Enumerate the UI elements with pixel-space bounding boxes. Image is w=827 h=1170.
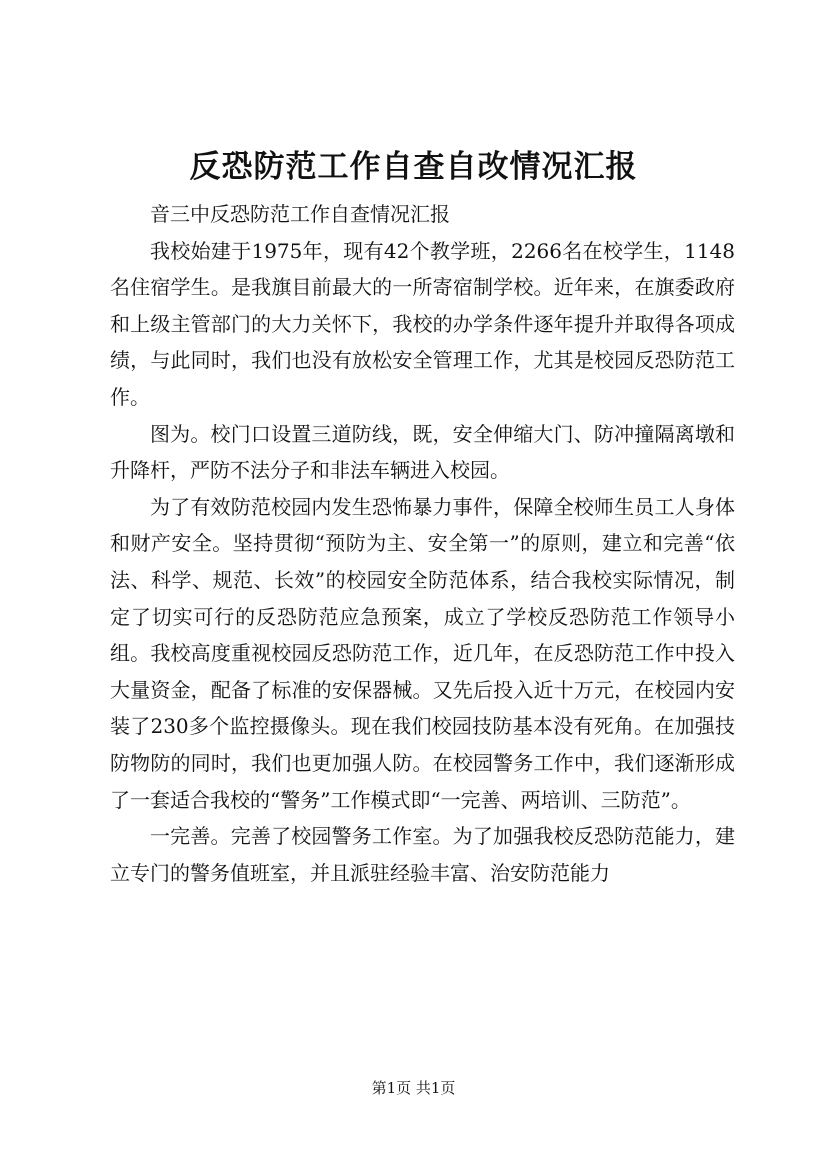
- document-body: [110, 196, 735, 891]
- gate-defense-paragraph: 图为。校门口设置三道防线，既，安全伸缩大门、防冲撞隔离墩和升降杆，严防不法分子和非法车辆进入校园。: [110, 421, 735, 483]
- page-footer: 第1页 共1页: [371, 1079, 456, 1097]
- school-intro-paragraph: 我校始建于1975年，现有42个教学班，2266名在校学生，1148名住宿学生。是我旗目前最大的一所寄宿制学校。近年来，在旗委政府和上级主管部门的大力关怀下，我校的办学条件逐年提升并取得各项成绩，与此同时，我们也没有放松安全管理工作，尤其是校园反恐防范工作。: [110, 238, 735, 409]
- document-title: 反恐防范工作自查自改情况汇报: [189, 149, 638, 185]
- police-office-paragraph: 一完善。完善了校园警务工作室。为了加强我校反恐防范能力，建立专门的警务值班室，并且派驻经验丰富、治安防范能力: [110, 824, 735, 885]
- prevention-system-paragraph: 为了有效防范校园内发生恐怖暴力事件，保障全校师生员工人身体和财产安全。坚持贯彻“预防为主、安全第一”的原则，建立和完善“依法、科学、规范、长效”的校园安全防范体系，结合我校实际情况，制定了切实可行的反恐防范应急预案，成立了学校反恐防范工作领导小组。我校高度重视校园反恐防范工作，近几年，在反恐防范工作中投入大量资金，配备了标准的安保器械。又先后投入近十万元，在校园内安装了230多个监控摄像头。现在我们校园技防基本没有死角。在加强技防物防的同时，我们也更加强人防。在校园警务工作中，我们逐渐形成了一套适合我校的“警务”工作模式即“一完善、两培训、三防范”。: [110, 494, 735, 812]
- subtitle-paragraph: 音三中反恐防范工作自查情况汇报: [150, 202, 450, 226]
